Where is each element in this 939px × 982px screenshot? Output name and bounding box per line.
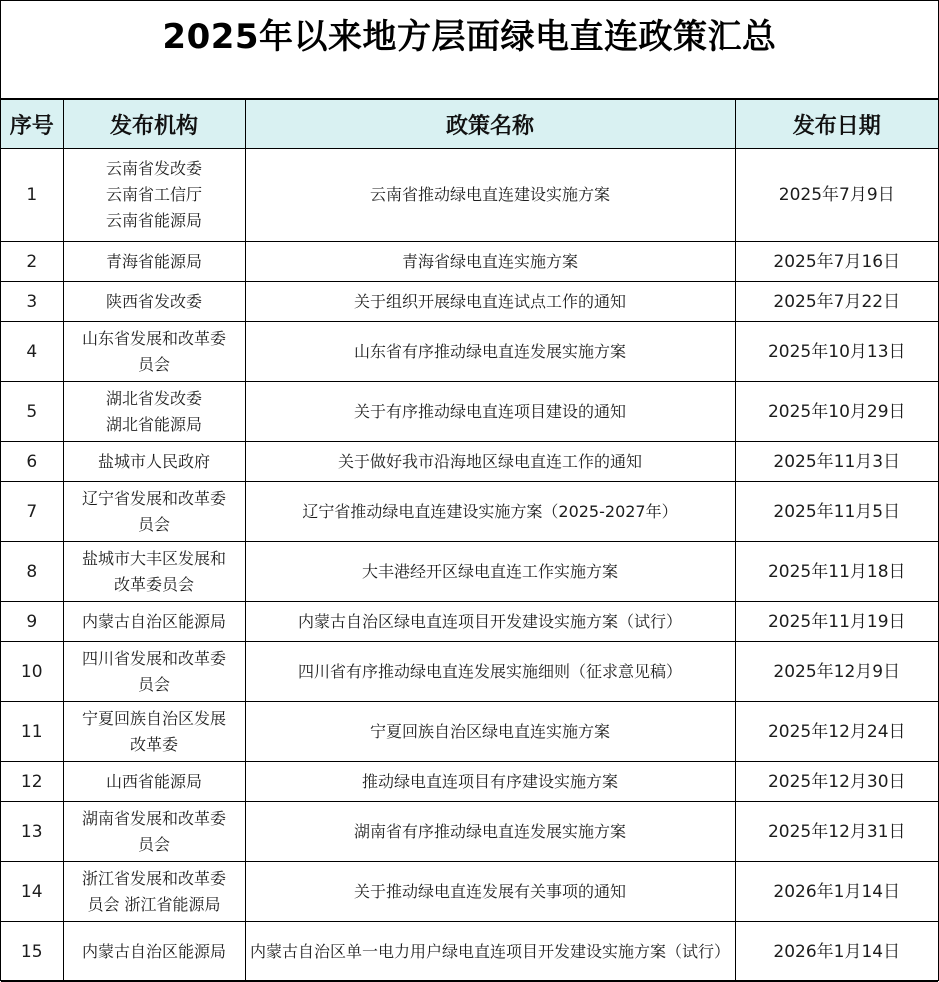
- publish-date-cell: 2025年10月29日: [735, 382, 938, 442]
- issuer-line: 湖南省发展和改革委: [81, 808, 226, 828]
- row-index-cell: 15: [1, 922, 63, 982]
- table-body: [1, 149, 938, 982]
- issuer-line: 山东省发展和改革委: [81, 328, 226, 348]
- title-area: [1, 1, 938, 99]
- publish-date-cell: 2025年12月30日: [735, 762, 938, 802]
- issuer-cell: [63, 322, 245, 382]
- issuer-line: 员会: [137, 514, 170, 534]
- issuer-line: 员会: [137, 834, 170, 854]
- issuer-line: 浙江省发展和改革委: [81, 868, 226, 888]
- publish-date-cell: 2025年7月16日: [735, 242, 938, 282]
- issuer-cell: [63, 862, 245, 922]
- page-title: 2025年以来地方层面绿电直连政策汇总: [162, 17, 777, 57]
- policy-name-cell: 大丰港经开区绿电直连工作实施方案: [245, 542, 735, 602]
- issuer-line: 盐城市人民政府: [97, 451, 210, 471]
- policy-name-cell: 关于有序推动绿电直连项目建设的通知: [245, 382, 735, 442]
- row-index-cell: 14: [1, 862, 63, 922]
- issuer-line: 内蒙古自治区能源局: [81, 941, 226, 961]
- header-row: [1, 100, 938, 149]
- publish-date-cell: 2026年1月14日: [735, 862, 938, 922]
- table-row: [1, 922, 938, 982]
- publish-date-cell: 2025年12月31日: [735, 802, 938, 862]
- row-index-cell: 5: [1, 382, 63, 442]
- table-row: [1, 802, 938, 862]
- publish-date-cell: 2026年1月14日: [735, 922, 938, 982]
- publish-date-cell: 2025年11月3日: [735, 442, 938, 482]
- publish-date-cell: 2025年7月9日: [735, 149, 938, 242]
- issuer-line: 改革委员会: [113, 574, 194, 594]
- issuer-cell: [63, 242, 245, 282]
- issuer-cell: [63, 802, 245, 862]
- policy-name-cell: 湖南省有序推动绿电直连发展实施方案: [245, 802, 735, 862]
- publish-date-cell: 2025年11月18日: [735, 542, 938, 602]
- issuer-cell: [63, 642, 245, 702]
- issuer-cell: [63, 482, 245, 542]
- issuer-line: 湖北省发改委: [105, 388, 202, 408]
- issuer-line: 陕西省发改委: [105, 291, 202, 311]
- row-index-cell: 4: [1, 322, 63, 382]
- policy-name-cell: 内蒙古自治区绿电直连项目开发建设实施方案（试行）: [245, 602, 735, 642]
- issuer-cell: [63, 149, 245, 242]
- row-index-cell: 3: [1, 282, 63, 322]
- publish-date-cell: 2025年11月5日: [735, 482, 938, 542]
- issuer-cell: [63, 282, 245, 322]
- publish-date-cell: 2025年12月24日: [735, 702, 938, 762]
- policy-name-cell: 关于做好我市沿海地区绿电直连工作的通知: [245, 442, 735, 482]
- table-row: [1, 702, 938, 762]
- policy-name-cell: 辽宁省推动绿电直连建设实施方案（2025-2027年）: [245, 482, 735, 542]
- column-header-policy: 政策名称: [245, 100, 735, 149]
- issuer-cell: [63, 702, 245, 762]
- table-row: [1, 382, 938, 442]
- issuer-line: 员会: [137, 354, 170, 374]
- policy-name-cell: 内蒙古自治区单一电力用户绿电直连项目开发建设实施方案（试行）: [245, 922, 735, 982]
- row-index-cell: 8: [1, 542, 63, 602]
- issuer-line: 宁夏回族自治区发展: [81, 708, 226, 728]
- row-index-cell: 2: [1, 242, 63, 282]
- table-row: [1, 862, 938, 922]
- column-header-index: 序号: [1, 100, 63, 149]
- policy-name-cell: 四川省有序推动绿电直连发展实施细则（征求意见稿）: [245, 642, 735, 702]
- row-index-cell: 1: [1, 149, 63, 242]
- table-row: [1, 642, 938, 702]
- publish-date-cell: 2025年12月9日: [735, 642, 938, 702]
- row-index-cell: 11: [1, 702, 63, 762]
- publish-date-cell: 2025年7月22日: [735, 282, 938, 322]
- table-row: [1, 482, 938, 542]
- issuer-line: 内蒙古自治区能源局: [81, 611, 226, 631]
- issuer-line: 员会: [137, 674, 170, 694]
- issuer-line: 云南省工信厅: [105, 185, 202, 204]
- issuer-cell: [63, 922, 245, 982]
- issuer-line: 改革委: [129, 734, 178, 754]
- table-row: [1, 282, 938, 322]
- issuer-line: 云南省发改委: [105, 159, 202, 178]
- table-row: [1, 542, 938, 602]
- issuer-cell: [63, 762, 245, 802]
- policy-name-cell: 关于推动绿电直连发展有关事项的通知: [245, 862, 735, 922]
- row-index-cell: 6: [1, 442, 63, 482]
- policy-name-cell: 推动绿电直连项目有序建设实施方案: [245, 762, 735, 802]
- row-index-cell: 9: [1, 602, 63, 642]
- issuer-cell: [63, 602, 245, 642]
- table-row: [1, 442, 938, 482]
- publish-date-cell: 2025年10月13日: [735, 322, 938, 382]
- row-index-cell: 12: [1, 762, 63, 802]
- table-row: [1, 762, 938, 802]
- issuer-line: 湖北省能源局: [105, 414, 202, 434]
- policy-name-cell: 青海省绿电直连实施方案: [245, 242, 735, 282]
- issuer-line: 山西省能源局: [105, 771, 202, 791]
- column-header-issuer: 发布机构: [63, 100, 245, 149]
- issuer-cell: [63, 382, 245, 442]
- issuer-cell: [63, 542, 245, 602]
- policy-name-cell: 关于组织开展绿电直连试点工作的通知: [245, 282, 735, 322]
- row-index-cell: 10: [1, 642, 63, 702]
- issuer-line: 辽宁省发展和改革委: [81, 488, 226, 508]
- issuer-line: 云南省能源局: [105, 211, 202, 230]
- issuer-line: 盐城市大丰区发展和: [81, 548, 226, 568]
- table-row: [1, 242, 938, 282]
- policy-name-cell: 云南省推动绿电直连建设实施方案: [245, 149, 735, 242]
- row-index-cell: 7: [1, 482, 63, 542]
- table-row: [1, 602, 938, 642]
- publish-date-cell: 2025年11月19日: [735, 602, 938, 642]
- issuer-line: 四川省发展和改革委: [81, 648, 226, 668]
- row-index-cell: 13: [1, 802, 63, 862]
- issuer-cell: [63, 442, 245, 482]
- table-row: [1, 322, 938, 382]
- column-header-date: 发布日期: [735, 100, 938, 149]
- table-row: [1, 149, 938, 242]
- issuer-line: 员会 浙江省能源局: [87, 894, 221, 914]
- policy-table: [1, 99, 938, 982]
- policy-name-cell: 山东省有序推动绿电直连发展实施方案: [245, 322, 735, 382]
- policy-name-cell: 宁夏回族自治区绿电直连实施方案: [245, 702, 735, 762]
- issuer-line: 青海省能源局: [105, 251, 202, 271]
